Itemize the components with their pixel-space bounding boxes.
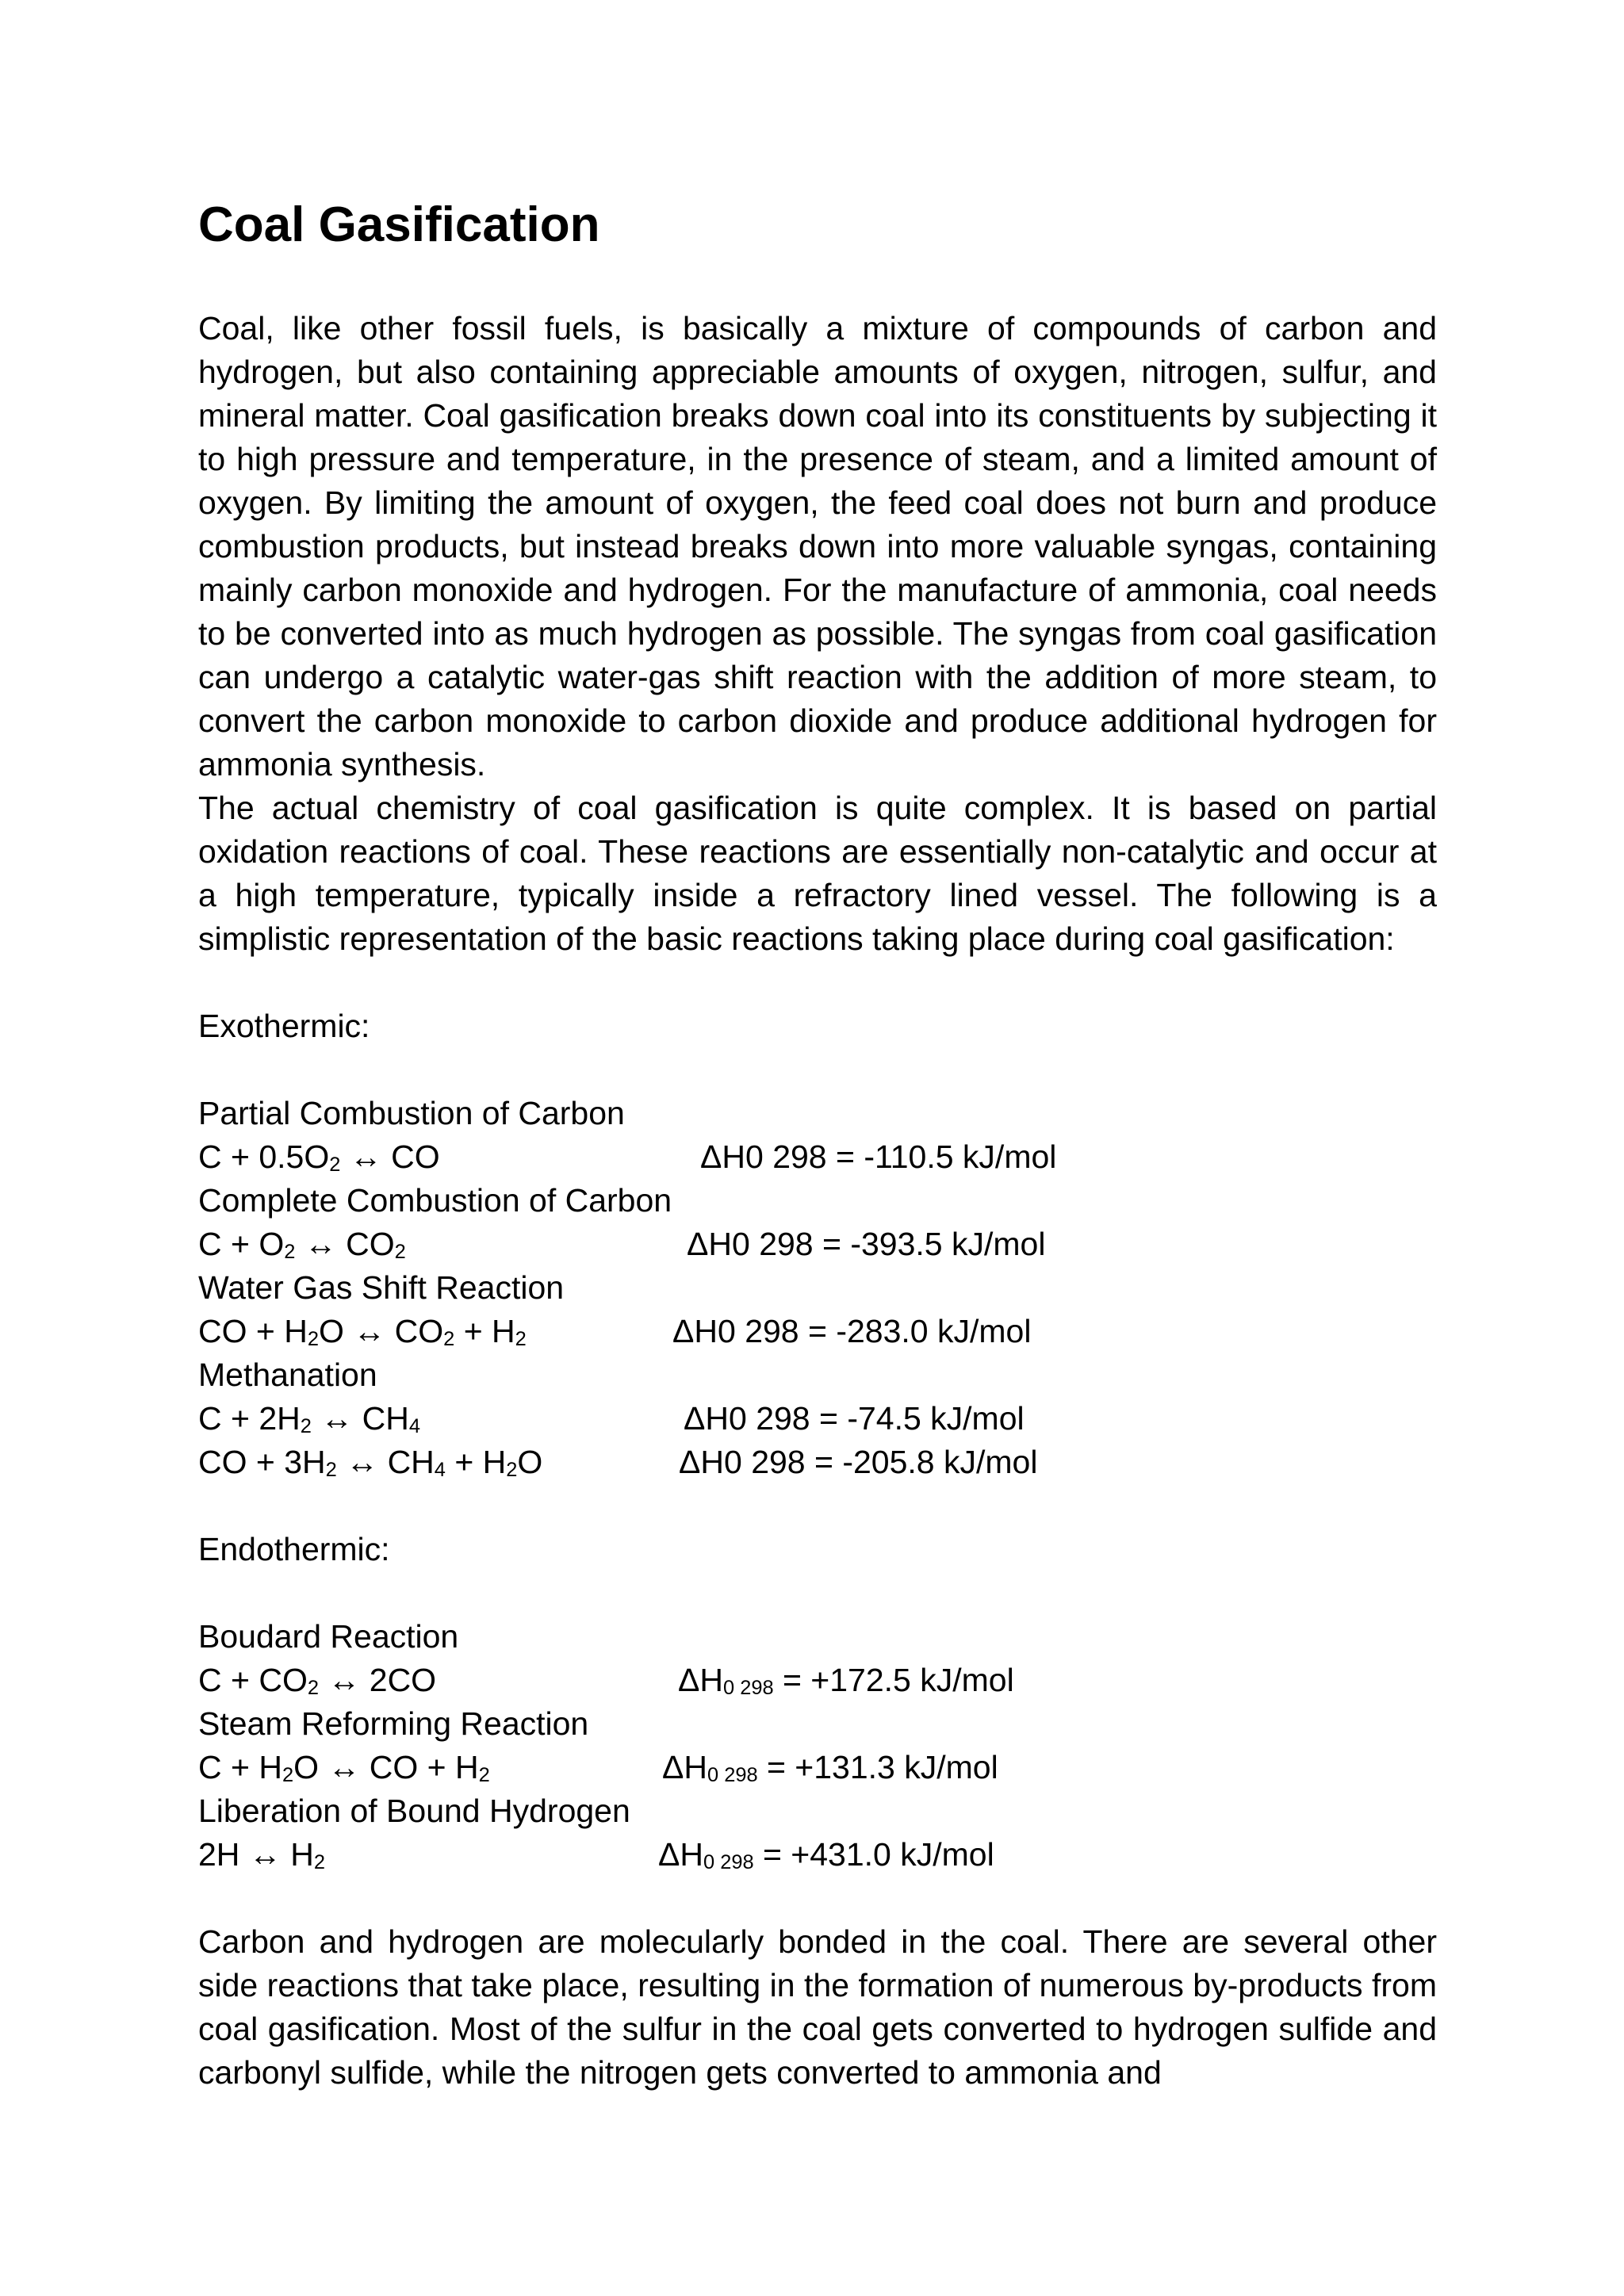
enthalpy-value: ΔH0 298 = +431.0 kJ/mol [658,1836,994,1873]
page-title: Coal Gasification [198,197,600,252]
enthalpy-value: ΔH0 298 = -393.5 kJ/mol [687,1226,1046,1262]
enthalpy-value: ΔH0 298 = +172.5 kJ/mol [678,1662,1014,1699]
endothermic-heading: Endothermic: [198,1531,390,1567]
reaction-equation: C + 2H2 ↔ CH4 [198,1400,421,1437]
enthalpy-value: ΔH0 298 = -110.5 kJ/mol [700,1138,1057,1175]
reaction-name: Water Gas Shift Reaction [198,1269,565,1306]
reaction-name: Methanation [198,1357,377,1393]
enthalpy-value: ΔH0 298 = -74.5 kJ/mol [684,1400,1025,1437]
reaction-name: Liberation of Bound Hydrogen [198,1793,630,1829]
intro-paragraph: Coal, like other fossil fuels, is basically a mixture of compounds of carbon and hydrogen, but also containing appreciable amounts of oxygen, nitrogen, sulfur, and mineral matter. Coal gasification breaks down coal into its constituents by subjecting it to high pressure and temperature, in the presence of steam, and a limited amount of oxygen. By limiting the amount of oxygen, the feed coal does not burn and produce combustion products, but instead breaks down into more valuable syngas, containing mainly carbon monoxide and hydrogen. For the manufacture of ammonia, coal needs to be converted into as much hydrogen as possible. The syngas from coal gasification can undergo a catalytic water-gas shift reaction with the addition of more steam, to convert the carbon monoxide to carbon dioxide and produce additional hydrogen for ammonia synthesis. [198,310,1437,783]
exothermic-heading: Exothermic: [198,1008,370,1044]
reaction-equation: CO + 3H2 ↔ CH4 + H2O [198,1444,543,1481]
enthalpy-value: ΔH0 298 = -283.0 kJ/mol [672,1313,1032,1349]
byproducts-paragraph: Carbon and hydrogen are molecularly bonded in the coal. There are several other side reactions that take place, resulting in the formation of numerous by-products from coal gasification. Most of the sulfur in the coal gets converted to hydrogen sulfide and carbonyl sulfide, while the nitrogen gets converted to ammonia and [198,1923,1437,2091]
reaction-equation: C + CO2 ↔ 2CO [198,1662,437,1699]
reaction-name: Steam Reforming Reaction [198,1705,589,1742]
reaction-equation: CO + H2O ↔ CO2 + H2 [198,1313,527,1350]
reaction-equation: C + 0.5O2 ↔ CO [198,1138,440,1176]
reaction-name: Partial Combustion of Carbon [198,1095,625,1131]
enthalpy-value: ΔH0 298 = +131.3 kJ/mol [662,1749,998,1786]
reaction-name: Complete Combustion of Carbon [198,1182,672,1219]
reaction-equation: 2H ↔ H2 [198,1836,325,1873]
enthalpy-value: ΔH0 298 = -205.8 kJ/mol [679,1444,1038,1480]
reaction-equation: C + O2 ↔ CO2 [198,1226,406,1263]
reaction-equation: C + H2O ↔ CO + H2 [198,1749,490,1786]
reaction-name: Boudard Reaction [198,1618,459,1655]
chemistry-paragraph: The actual chemistry of coal gasification is quite complex. It is based on partial oxidation reactions of coal. These reactions are essentially non-catalytic and occur at a high temperature, typically inside a refractory lined vessel. The following is a simplistic representation of the basic reactions taking place during coal gasification: [198,790,1437,957]
